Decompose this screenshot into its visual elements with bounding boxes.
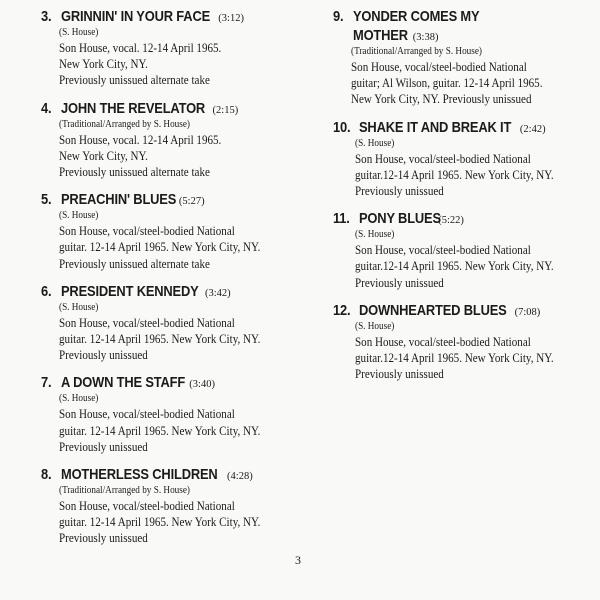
detail-line: Son House, vocal/steel-bodied National <box>355 151 531 166</box>
track-11 <box>333 210 583 291</box>
track-number: 6. <box>41 282 52 300</box>
songwriter-credit: (Traditional/Arranged by S. House) <box>351 46 482 57</box>
track-title-line1: YONDER COMES MY <box>353 8 480 25</box>
track-details <box>41 484 291 547</box>
track-details <box>333 137 583 200</box>
detail-line: Son House, vocal/steel-bodied National <box>59 315 235 330</box>
track-duration: (4:28) <box>227 471 253 483</box>
track-duration: (3:40) <box>189 379 215 391</box>
track-4 <box>41 100 291 181</box>
track-number: 4. <box>41 99 52 117</box>
detail-line: Son House, vocal/steel-bodied National <box>351 60 527 74</box>
detail-line: Previously unissued alternate take <box>59 73 210 88</box>
track-heading <box>333 8 583 44</box>
track-details <box>333 320 583 383</box>
track-7 <box>41 374 291 455</box>
track-title: PREACHIN' BLUES <box>61 191 177 209</box>
detail-line: Son House, vocal/steel-bodied National <box>59 499 235 514</box>
detail-line: guitar; Al Wilson, guitar. 12-14 April 1965. <box>351 76 543 91</box>
track-heading <box>333 119 583 136</box>
track-number: 11. <box>333 210 350 228</box>
track-10 <box>333 119 583 200</box>
detail-line: Previously unissued alternate take <box>59 256 210 271</box>
songwriter-credit: (Traditional/Arranged by S. House) <box>59 485 190 497</box>
track-8 <box>41 466 291 547</box>
songwriter-credit: (S. House) <box>355 137 395 149</box>
detail-line: Previously unissued <box>59 531 148 546</box>
detail-line: guitar. 12-14 April 1965. New York City, NY. <box>59 240 261 255</box>
track-3 <box>41 8 291 89</box>
detail-line: guitar. 12-14 April 1965. New York City, NY. <box>59 423 261 438</box>
track-duration: (2:42) <box>519 123 546 135</box>
track-number: 5. <box>41 191 52 209</box>
track-number: 10. <box>333 118 351 136</box>
track-duration: (5:27) <box>178 196 205 208</box>
track-heading <box>333 210 583 227</box>
track-details <box>41 118 291 181</box>
detail-line: Previously unissued <box>355 184 444 199</box>
track-title-row2 <box>353 27 500 44</box>
left-column <box>41 8 291 558</box>
track-title-line2: MOTHER <box>353 27 408 44</box>
track-title: A DOWN THE STAFF <box>61 374 186 392</box>
track-title: JOHN THE REVELATOR <box>61 99 206 117</box>
detail-line: Previously unissued <box>355 367 444 382</box>
track-duration: (3:12) <box>218 13 244 24</box>
track-heading <box>41 8 291 25</box>
detail-line: New York City, NY. <box>59 148 148 163</box>
detail-line: guitar. 12-14 April 1965. New York City, NY. <box>59 515 261 530</box>
songwriter-credit: (S. House) <box>59 210 99 222</box>
track-title: DOWNHEARTED BLUES <box>359 301 507 319</box>
detail-line: New York City, NY. <box>59 57 148 72</box>
songwriter-credit: (S. House) <box>59 27 99 38</box>
detail-line: guitar.12-14 April 1965. New York City, NY. <box>355 351 554 366</box>
detail-line: guitar. 12-14 April 1965. New York City, NY. <box>59 332 261 347</box>
detail-line: Son House, vocal/steel-bodied National <box>59 407 235 422</box>
track-duration: (2:15) <box>212 104 239 116</box>
track-title: GRINNIN' IN YOUR FACE <box>61 8 211 25</box>
detail-line: Son House, vocal/steel-bodied National <box>59 224 235 239</box>
track-duration: (7:08) <box>514 306 541 318</box>
detail-line: guitar.12-14 April 1965. New York City, NY. <box>355 167 554 182</box>
detail-line: Son House, vocal/steel-bodied National <box>355 334 531 349</box>
detail-line: Previously unissued alternate take <box>59 165 210 180</box>
track-duration: (3:38) <box>412 32 439 43</box>
track-details <box>333 45 583 108</box>
track-heading <box>333 302 583 319</box>
detail-line: Previously unissued <box>355 275 444 290</box>
songwriter-credit: (Traditional/Arranged by S. House) <box>59 118 190 130</box>
track-heading <box>41 283 291 300</box>
track-5 <box>41 191 291 272</box>
track-title: PONY BLUES <box>359 210 441 228</box>
detail-line: guitar.12-14 April 1965. New York City, NY. <box>355 259 554 274</box>
track-number: 9. <box>333 8 344 25</box>
track-details <box>41 301 291 364</box>
page-number: 3 <box>295 553 301 567</box>
track-title: SHAKE IT AND BREAK IT <box>359 118 512 136</box>
track-heading <box>41 100 291 117</box>
track-title: PRESIDENT KENNEDY <box>61 282 199 300</box>
track-title: MOTHERLESS CHILDREN <box>61 466 218 484</box>
track-title-block <box>353 8 500 44</box>
track-number: 7. <box>41 374 52 392</box>
track-details <box>41 392 291 455</box>
songwriter-credit: (S. House) <box>59 393 99 405</box>
track-details <box>333 228 583 291</box>
songwriter-credit: (S. House) <box>355 320 395 332</box>
track-details <box>41 26 291 89</box>
detail-line: Previously unissued <box>59 439 148 454</box>
track-heading <box>41 466 291 483</box>
track-duration: (5:22) <box>438 215 464 227</box>
track-6 <box>41 283 291 364</box>
track-number: 8. <box>41 466 52 484</box>
track-number: 3. <box>41 8 52 25</box>
detail-line: New York City, NY. Previously unissued <box>351 92 532 107</box>
detail-line: Son House, vocal. 12-14 April 1965. <box>59 41 222 55</box>
track-duration: (3:42) <box>204 287 231 299</box>
track-9 <box>333 8 583 108</box>
right-column <box>333 8 583 393</box>
track-12 <box>333 302 583 383</box>
track-details <box>41 209 291 272</box>
track-heading <box>41 191 291 208</box>
track-number: 12. <box>333 301 351 319</box>
detail-line: Son House, vocal. 12-14 April 1965. <box>59 132 222 147</box>
songwriter-credit: (S. House) <box>59 301 99 313</box>
songwriter-credit: (S. House) <box>355 229 395 241</box>
detail-line: Previously unissued <box>59 348 148 363</box>
track-heading <box>41 374 291 391</box>
detail-line: Son House, vocal/steel-bodied National <box>355 243 531 258</box>
